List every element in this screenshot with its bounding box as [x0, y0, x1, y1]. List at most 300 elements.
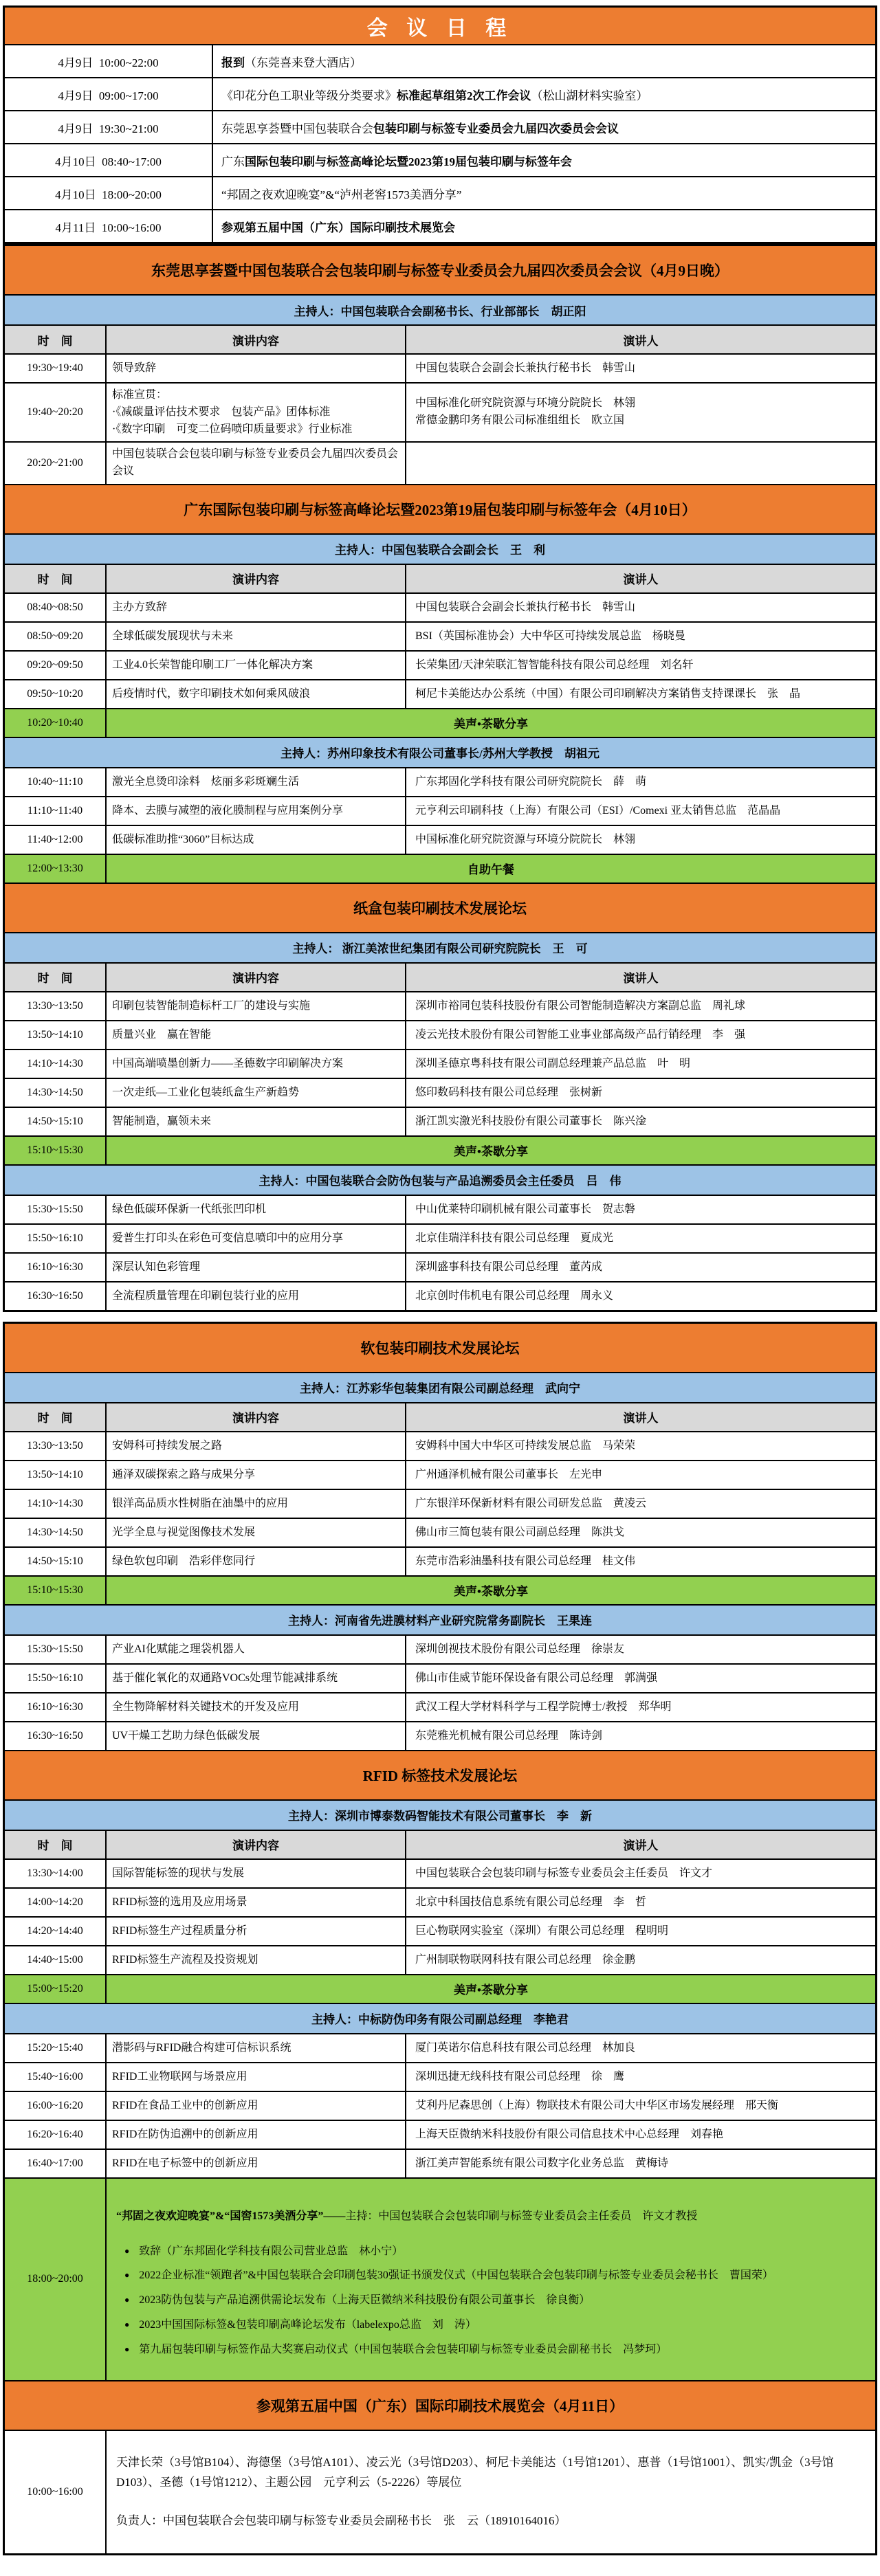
visit-time: 10:00~16:00 [5, 2431, 107, 2553]
talk-topic [107, 1946, 406, 1974]
talk-row [5, 796, 875, 825]
topic-line: 潜影码与RFID融合构建可信标识系统 [112, 2041, 292, 2054]
talk-row [5, 679, 875, 708]
talk-topic [107, 443, 406, 484]
banquet-title-rest: 主持：中国包装联合会包装印刷与标签专业委员会主任委员 许文才教授 [345, 2210, 698, 2222]
speaker-line: 中国包装联合会副会长兼执行秘书长 韩雪山 [415, 601, 636, 613]
speaker-line: 浙江美声智能系统有限公司数字化业务总监 黄梅诗 [415, 2157, 669, 2169]
talk-time: 15:50~16:10 [5, 1665, 107, 1692]
talk-time: 14:30~14:50 [5, 1079, 107, 1107]
talk-time: 16:20~16:40 [5, 2121, 107, 2148]
topic-line: 全生物降解材料关键技术的开发及应用 [112, 1700, 300, 1713]
talk-row [5, 1195, 875, 1223]
schedule-row [5, 110, 875, 143]
talk-time: 15:30~15:50 [5, 1636, 107, 1663]
topic-line: RFID在电子标签中的创新应用 [112, 2157, 258, 2169]
talk-speaker [406, 1283, 875, 1310]
talk-topic [107, 1225, 406, 1252]
talk-speaker [406, 797, 875, 825]
speaker-line: 北京中科国技信息系统有限公司总经理 李 哲 [415, 1896, 647, 1908]
banquet-item [124, 2243, 867, 2261]
talk-row [5, 991, 875, 1020]
column-header-speaker: 演讲人 [406, 964, 875, 991]
banquet-item-text: 2023防伪包装与产品追溯供需论坛发布（上海天臣微纳米科技股份有限公司董事长 徐良衡） [139, 2294, 591, 2307]
talk-row [5, 2033, 875, 2062]
banquet-row [5, 2177, 875, 2380]
section-title: 软包装印刷技术发展论坛 [5, 1324, 875, 1372]
section-title: 参观第五届中国（广东）国际印刷技术展览会（4月11日） [5, 2380, 875, 2430]
speaker-line: 悠印数码科技有限公司总经理 张树新 [415, 1086, 603, 1098]
speaker-line: 常德金鹏印务有限公司标准组组长 欧立国 [415, 414, 625, 427]
banquet-item-text: 2023中国国际标签&包装印刷高峰论坛发布（labelexpo总监 刘 涛） [139, 2318, 476, 2331]
talk-speaker [406, 594, 875, 621]
talk-speaker [406, 2034, 875, 2062]
talk-time: 14:30~14:50 [5, 1519, 107, 1546]
break-row [5, 1135, 875, 1164]
speaker-line: 佛山市三简包装有限公司副总经理 陈洪戈 [415, 1526, 625, 1538]
speaker-line: 中国标准化研究院资源与环境分院院长 林翎 [415, 833, 636, 845]
topic-line: 绿色软包印刷 浩彩伴您同行 [112, 1555, 256, 1567]
talk-topic [107, 2121, 406, 2148]
column-header-row [5, 1402, 875, 1431]
talk-row [5, 1916, 875, 1945]
column-header-speaker: 演讲人 [406, 1831, 875, 1858]
event-datetime: 4月10日 08:40~17:00 [5, 144, 213, 176]
talk-topic [107, 1722, 406, 1750]
speaker-line: 广州通泽机械有限公司董事长 左光申 [415, 1468, 603, 1480]
topic-line: 通泽双碳探索之路与成果分享 [112, 1468, 256, 1480]
topic-line: 低碳标准助推“3060”目标达成 [112, 833, 254, 845]
break-row [5, 1974, 875, 2003]
talk-topic [107, 1490, 406, 1518]
speaker-line: 深圳市裕同包装科技股份有限公司智能制造解决方案副总监 周礼球 [415, 999, 746, 1012]
talk-speaker [406, 1918, 875, 1945]
moderator-row: 主持人：江苏彩华包装集团有限公司副总经理 武向宁 [5, 1372, 875, 1402]
topic-line: 降本、去膜与减塑的液化膜制程与应用案例分享 [112, 804, 344, 817]
talk-time: 19:30~19:40 [5, 355, 107, 382]
topic-line: 中国包装联合会包装印刷与标签专业委员会九届四次委员会会议 [112, 448, 399, 478]
speaker-line: 厦门英诺尔信息科技有限公司总经理 林加良 [415, 2041, 636, 2054]
talk-time: 20:20~21:00 [5, 443, 107, 484]
column-header-content: 演讲内容 [107, 1403, 406, 1431]
column-header-content: 演讲内容 [107, 565, 406, 592]
column-header-row [5, 564, 875, 592]
event-text-segment: 《印花分色工职业等级分类要求》 [221, 89, 397, 102]
talk-speaker [406, 1490, 875, 1518]
talk-row [5, 1107, 875, 1135]
topic-line: RFID标签生产流程及投资规划 [112, 1953, 258, 1966]
visit-line: 负责人：中国包装联合会包装印刷与标签专业委员会副秘书长 张 云（18910164016） [116, 2513, 566, 2527]
speaker-line: 深圳圣德京粤科技有限公司副总经理兼产品总监 叶 明 [415, 1057, 691, 1069]
speaker-line: 北京创时伟机电有限公司总经理 周永义 [415, 1289, 614, 1302]
talk-row [5, 1049, 875, 1078]
speaker-line: 中国标准化研究院资源与环境分院院长 林翎 [415, 397, 636, 410]
speaker-line: 广东银洋环保新材料有限公司研发总监 黄凌云 [415, 1497, 647, 1509]
talk-time: 16:40~17:00 [5, 2150, 107, 2177]
talk-time: 16:10~16:30 [5, 1254, 107, 1281]
talk-time: 10:40~11:10 [5, 768, 107, 796]
talk-speaker [406, 1432, 875, 1460]
banquet-item-text: 2022企业标准“领跑者”&中国包装联合会印刷包装30强证书颁发仪式（中国包装联合会包装印刷与标签专业委员会秘书长 曹国荣） [139, 2269, 773, 2282]
schedule-row [5, 209, 875, 242]
column-header-row [5, 324, 875, 353]
talk-time: 15:40~16:00 [5, 2063, 107, 2091]
bullet-icon: ● [124, 2295, 130, 2305]
column-header-speaker: 演讲人 [406, 565, 875, 592]
talk-speaker [406, 1946, 875, 1974]
talk-speaker [406, 384, 875, 441]
event-description [213, 111, 875, 143]
talk-time: 08:50~09:20 [5, 623, 107, 650]
event-text-segment: 广东 [221, 155, 245, 168]
break-label: 美声•茶歇分享 [454, 1585, 528, 1599]
talk-topic [107, 2034, 406, 2062]
column-header-time: 时 间 [5, 1831, 107, 1858]
speaker-line: 中国包装联合会包装印刷与标签专业委员会主任委员 许文才 [415, 1867, 713, 1879]
talk-row [5, 592, 875, 621]
talk-time: 19:40~20:20 [5, 384, 107, 441]
speaker-line: 艾利丹尼森思创（上海）物联技术有限公司大中华区市场发展经理 邢天衡 [415, 2099, 779, 2111]
banquet-item [124, 2342, 867, 2359]
break-label: 美声•茶歇分享 [454, 1984, 528, 1997]
speaker-line: 佛山市佳威节能环保设备有限公司总经理 郭满强 [415, 1672, 658, 1684]
topic-line: 印刷包装智能制造标杆工厂的建设与实施 [112, 999, 311, 1012]
talk-topic [107, 384, 406, 441]
talk-topic [107, 1889, 406, 1916]
talk-row [5, 825, 875, 854]
talk-time: 14:50~15:10 [5, 1108, 107, 1135]
column-header-content: 演讲内容 [107, 1831, 406, 1858]
talk-time: 15:50~16:10 [5, 1225, 107, 1252]
topic-line: 国际智能标签的现状与发展 [112, 1867, 245, 1879]
talk-speaker [406, 2092, 875, 2120]
talk-time: 16:10~16:30 [5, 1694, 107, 1721]
topic-line: 后疫情时代，数字印刷技术如何乘风破浪 [112, 687, 311, 700]
talk-speaker [406, 1694, 875, 1721]
speaker-line: 中山优莱特印刷机械有限公司董事长 贺志磐 [415, 1203, 636, 1215]
talk-row [5, 2148, 875, 2177]
column-header-content: 演讲内容 [107, 964, 406, 991]
topic-line: 银洋高品质水性树脂在油墨中的应用 [112, 1497, 289, 1509]
topic-line: 中国高端喷墨创新力——圣德数字印刷解决方案 [112, 1057, 344, 1069]
visit-line: 天津长荣（3号馆B104）、海德堡（3号馆A101）、凌云光（3号馆D203）、柯尼卡美能达（1号馆1201）、惠普（1号馆1001）、凯实/凯金（3号馆D103）、圣德（1号馆1212）、主题公园 元亨利云（5-2226）等展位 [116, 2456, 834, 2489]
section-title: 广东国际包装印刷与标签高峰论坛暨2023第19届包装印刷与标签年会（4月10日） [5, 484, 875, 533]
speaker-line: 元亨利云印刷科技（上海）有限公司（ESI）/Comexi 亚太销售总监 范晶晶 [415, 804, 781, 817]
event-text-segment: 标准起草组第2次工作会议 [397, 89, 531, 102]
speaker-line: 巨心物联网实验室（深圳）有限公司总经理 程明明 [415, 1924, 669, 1937]
talk-topic [107, 768, 406, 796]
talk-speaker [406, 355, 875, 382]
talk-time: 14:10~14:30 [5, 1490, 107, 1518]
event-text-segment: 国际包装印刷与标签高峰论坛暨2023第19届包装印刷与标签年会 [245, 155, 572, 168]
talk-time: 15:20~15:40 [5, 2034, 107, 2062]
speaker-line: BSI（英国标准协会）大中华区可持续发展总监 杨晓曼 [415, 630, 685, 642]
speaker-line: 深圳迅捷无线科技有限公司总经理 徐 鹰 [415, 2070, 625, 2083]
visit-content [107, 2431, 875, 2553]
topic-line: 主办方致辞 [112, 601, 168, 613]
talk-row [5, 2091, 875, 2120]
break-row [5, 708, 875, 737]
banquet-item [124, 2317, 867, 2334]
talk-topic [107, 1283, 406, 1310]
event-text-segment: 报到 [221, 56, 245, 69]
break-time: 15:00~15:20 [5, 1975, 107, 2003]
banquet-title-bold: “邦固之夜欢迎晚宴”&“国窖1573美酒分享”—— [116, 2210, 346, 2222]
talk-topic [107, 1665, 406, 1692]
talk-topic [107, 1079, 406, 1107]
topic-line: UV干燥工艺助力绿色低碳发展 [112, 1729, 261, 1742]
talk-row [5, 1663, 875, 1692]
talk-speaker [406, 1079, 875, 1107]
banquet-time: 18:00~20:00 [5, 2179, 107, 2380]
moderator-row: 主持人：苏州印象技术有限公司董事长/苏州大学教授 胡祖元 [5, 737, 875, 767]
break-time: 12:00~13:30 [5, 855, 107, 882]
section-title: RFID 标签技术发展论坛 [5, 1750, 875, 1799]
talk-speaker [406, 1461, 875, 1489]
talk-speaker [406, 1254, 875, 1281]
agenda-table-afternoon-forums [3, 1322, 877, 2555]
talk-topic [107, 1860, 406, 1887]
banquet-content [107, 2179, 875, 2380]
topic-line: 激光全息烫印涂料 炫丽多彩斑斓生活 [112, 775, 300, 788]
talk-time: 13:30~14:00 [5, 1860, 107, 1887]
topic-line: 安姆科可持续发展之路 [112, 1439, 223, 1452]
moderator-row: 主持人：中标防伪印务有限公司副总经理 李艳君 [5, 2003, 875, 2033]
schedule-row [5, 44, 875, 77]
break-label: 美声•茶歇分享 [454, 1145, 528, 1159]
topic-line: 质量兴业 赢在智能 [112, 1028, 212, 1041]
bullet-icon: ● [124, 2270, 130, 2280]
visit-row [5, 2430, 875, 2553]
talk-time: 11:10~11:40 [5, 797, 107, 825]
topic-line: ·《数字印刷 可变二位码喷印质量要求》行业标准 [112, 423, 353, 435]
speaker-line: 东莞市浩彩油墨科技有限公司总经理 桂文伟 [415, 1555, 636, 1567]
column-header-time: 时 间 [5, 565, 107, 592]
section-title: 纸盒包装印刷技术发展论坛 [5, 882, 875, 932]
event-datetime: 4月9日 09:00~17:00 [5, 78, 213, 110]
talk-speaker [406, 443, 875, 484]
talk-topic [107, 826, 406, 854]
talk-topic [107, 355, 406, 382]
talk-topic [107, 2150, 406, 2177]
moderator-row: 主持人： 浙江美浓世纪集团有限公司研究院院长 王 可 [5, 932, 875, 962]
talk-time: 09:50~10:20 [5, 680, 107, 708]
talk-speaker [406, 1722, 875, 1750]
moderator-row: 主持人：中国包装联合会副会长 王 利 [5, 533, 875, 564]
talk-row [5, 1546, 875, 1575]
banquet-item [124, 2292, 867, 2309]
talk-time: 14:20~14:40 [5, 1918, 107, 1945]
moderator-row: 主持人：中国包装联合会防伪包装与产品追溯委员会主任委员 吕 伟 [5, 1164, 875, 1195]
talk-topic [107, 1636, 406, 1663]
talk-topic [107, 2092, 406, 2120]
event-datetime: 4月10日 18:00~20:00 [5, 177, 213, 209]
talk-speaker [406, 1519, 875, 1546]
talk-row [5, 1281, 875, 1310]
topic-line: 基于催化氧化的双通路VOCs处理节能减排系统 [112, 1672, 338, 1684]
topic-line: 标准宣贯： [112, 389, 168, 401]
talk-row [5, 382, 875, 441]
topic-line: ·《减碳量评估技术要求 包装产品》团体标准 [112, 406, 331, 418]
break-label: 自助午餐 [468, 863, 514, 877]
event-description [213, 78, 875, 110]
talk-topic [107, 680, 406, 708]
topic-line: RFID标签生产过程质量分析 [112, 1924, 248, 1937]
talk-topic [107, 1519, 406, 1546]
talk-row [5, 1020, 875, 1049]
talk-time: 08:40~08:50 [5, 594, 107, 621]
top-schedule-rows [5, 44, 875, 242]
banquet-item-text: 第九届包装印刷与标签作品大奖赛启动仪式（中国包装联合会包装印刷与标签专业委员会副秘书长 冯梦珂） [139, 2343, 668, 2355]
speaker-line: 长荣集团/天津荣联汇智智能科技有限公司总经理 刘名轩 [415, 658, 694, 671]
schedule-row [5, 143, 875, 176]
topic-line: 深层认知色彩管理 [112, 1261, 201, 1273]
talk-time: 14:50~15:10 [5, 1548, 107, 1575]
talk-time: 11:40~12:00 [5, 826, 107, 854]
break-row [5, 1575, 875, 1604]
topic-line: RFID标签的选用及应用场景 [112, 1896, 248, 1908]
talk-time: 14:40~15:00 [5, 1946, 107, 1974]
talk-row [5, 1858, 875, 1887]
talk-row [5, 767, 875, 796]
speaker-line: 中国包装联合会副会长兼执行秘书长 韩雪山 [415, 362, 636, 374]
topic-line: 工业4.0长荣智能印刷工厂一体化解决方案 [112, 658, 314, 671]
speaker-line: 广东邦固化学科技有限公司研究院院长 薛 萌 [415, 775, 647, 788]
talk-topic [107, 1694, 406, 1721]
talk-time: 14:00~14:20 [5, 1889, 107, 1916]
agenda-table-day1-day2 [3, 244, 877, 1312]
topic-line: 领导致辞 [112, 362, 157, 374]
moderator-row: 主持人：深圳市博泰数码智能技术有限公司董事长 李 新 [5, 1799, 875, 1830]
talk-topic [107, 2063, 406, 2091]
topic-line: 一次走纸—工业化包装纸盒生产新趋势 [112, 1086, 300, 1098]
talk-time: 13:30~13:50 [5, 1432, 107, 1460]
speaker-line: 浙江凯实激光科技股份有限公司董事长 陈兴淦 [415, 1115, 647, 1127]
talk-speaker [406, 1021, 875, 1049]
topic-line: 全流程质量管理在印刷包装行业的应用 [112, 1289, 300, 1302]
talk-speaker [406, 1196, 875, 1223]
talk-speaker [406, 2121, 875, 2148]
talk-speaker [406, 680, 875, 708]
event-description [213, 210, 875, 242]
event-text-segment: （东莞喜来登大酒店） [245, 56, 362, 69]
speaker-line: 安姆科中国大中华区可持续发展总监 马荣荣 [415, 1439, 636, 1452]
topic-line: 爱普生打印头在彩色可变信息喷印中的应用分享 [112, 1232, 344, 1244]
talk-time: 16:30~16:50 [5, 1283, 107, 1310]
topic-line: 智能制造，赢领未来 [112, 1115, 212, 1127]
speaker-line: 广州制联物联网科技有限公司总经理 徐金鹏 [415, 1953, 636, 1966]
banquet-item-text: 致辞（广东邦固化学科技有限公司营业总监 林小宁） [139, 2245, 404, 2257]
event-text-segment: 包装印刷与标签专业委员会九届四次委员会会议 [373, 122, 619, 135]
column-header-time: 时 间 [5, 326, 107, 353]
table-gap [3, 1312, 877, 1322]
speaker-line: 凌云光技术股份有限公司智能工业事业部高级产品行销经理 李 强 [415, 1028, 746, 1041]
talk-speaker [406, 992, 875, 1020]
column-header-time: 时 间 [5, 964, 107, 991]
talk-row [5, 1634, 875, 1663]
talk-row [5, 1460, 875, 1489]
speaker-line: 东莞雅光机械有限公司总经理 陈诗剑 [415, 1729, 603, 1742]
banquet-item [124, 2267, 867, 2285]
event-description [213, 177, 875, 209]
event-text-segment: 东莞思享荟暨中国包装联合会 [221, 122, 373, 135]
banquet-title [116, 2208, 867, 2225]
talk-topic [107, 623, 406, 650]
talk-row [5, 2120, 875, 2148]
speaker-line: 北京佳瑞洋科技有限公司总经理 夏成光 [415, 1232, 614, 1244]
bullet-icon: ● [124, 2245, 130, 2256]
talk-row [5, 441, 875, 484]
break-time: 15:10~15:30 [5, 1577, 107, 1604]
talk-row [5, 1078, 875, 1107]
talk-speaker [406, 768, 875, 796]
talk-speaker [406, 652, 875, 679]
speaker-line: 上海天臣微纳米科技股份有限公司信息技术中心总经理 刘春艳 [415, 2128, 724, 2140]
talk-row [5, 1887, 875, 1916]
moderator-row: 主持人：中国包装联合会副秘书长、行业部部长 胡正阳 [5, 294, 875, 324]
talk-row [5, 1223, 875, 1252]
talk-row [5, 1431, 875, 1460]
speaker-line: 深圳盛事科技有限公司总经理 董芮成 [415, 1261, 603, 1273]
talk-speaker [406, 1050, 875, 1078]
topic-line: 产业AI化赋能之理袋机器人 [112, 1643, 245, 1655]
talk-speaker [406, 826, 875, 854]
talk-row [5, 353, 875, 382]
talk-time: 15:30~15:50 [5, 1196, 107, 1223]
talk-topic [107, 594, 406, 621]
talk-row [5, 1945, 875, 1974]
column-header-time: 时 间 [5, 1403, 107, 1431]
talk-row [5, 1721, 875, 1750]
talk-topic [107, 1021, 406, 1049]
talk-time: 16:00~16:20 [5, 2092, 107, 2120]
talk-topic [107, 1108, 406, 1135]
talk-speaker [406, 1636, 875, 1663]
talk-topic [107, 1548, 406, 1575]
talk-time: 09:20~09:50 [5, 652, 107, 679]
event-datetime: 4月11日 10:00~16:00 [5, 210, 213, 242]
topic-line: 光学全息与视觉图像技术发展 [112, 1526, 256, 1538]
column-header-content: 演讲内容 [107, 326, 406, 353]
talk-row [5, 650, 875, 679]
bullet-icon: ● [124, 2344, 130, 2354]
speaker-line: 深圳创视技术股份有限公司总经理 徐崇友 [415, 1643, 625, 1655]
talk-row [5, 1692, 875, 1721]
talk-time: 14:10~14:30 [5, 1050, 107, 1078]
speaker-line: 柯尼卡美能达办公系统（中国）有限公司印刷解决方案销售支持课课长 张 晶 [415, 687, 801, 700]
schedule-row [5, 176, 875, 209]
bullet-icon: ● [124, 2319, 130, 2329]
talk-topic [107, 1461, 406, 1489]
banquet-list [116, 2243, 867, 2359]
talk-topic [107, 652, 406, 679]
break-label: 美声•茶歇分享 [454, 718, 528, 731]
talk-speaker [406, 1860, 875, 1887]
talk-row [5, 1518, 875, 1546]
talk-time: 13:50~14:10 [5, 1461, 107, 1489]
talk-time: 16:30~16:50 [5, 1722, 107, 1750]
section-title: 东莞思享荟暨中国包装联合会包装印刷与标签专业委员会九届四次委员会会议（4月9日晚） [5, 246, 875, 294]
event-description [213, 45, 875, 77]
column-header-speaker: 演讲人 [406, 326, 875, 353]
event-description [213, 144, 875, 176]
talk-row [5, 2062, 875, 2091]
topic-line: 全球低碳发展现状与未来 [112, 630, 234, 642]
break-time: 10:20~10:40 [5, 709, 107, 737]
break-time: 15:10~15:30 [5, 1137, 107, 1164]
talk-speaker [406, 1108, 875, 1135]
schedule-row [5, 77, 875, 110]
